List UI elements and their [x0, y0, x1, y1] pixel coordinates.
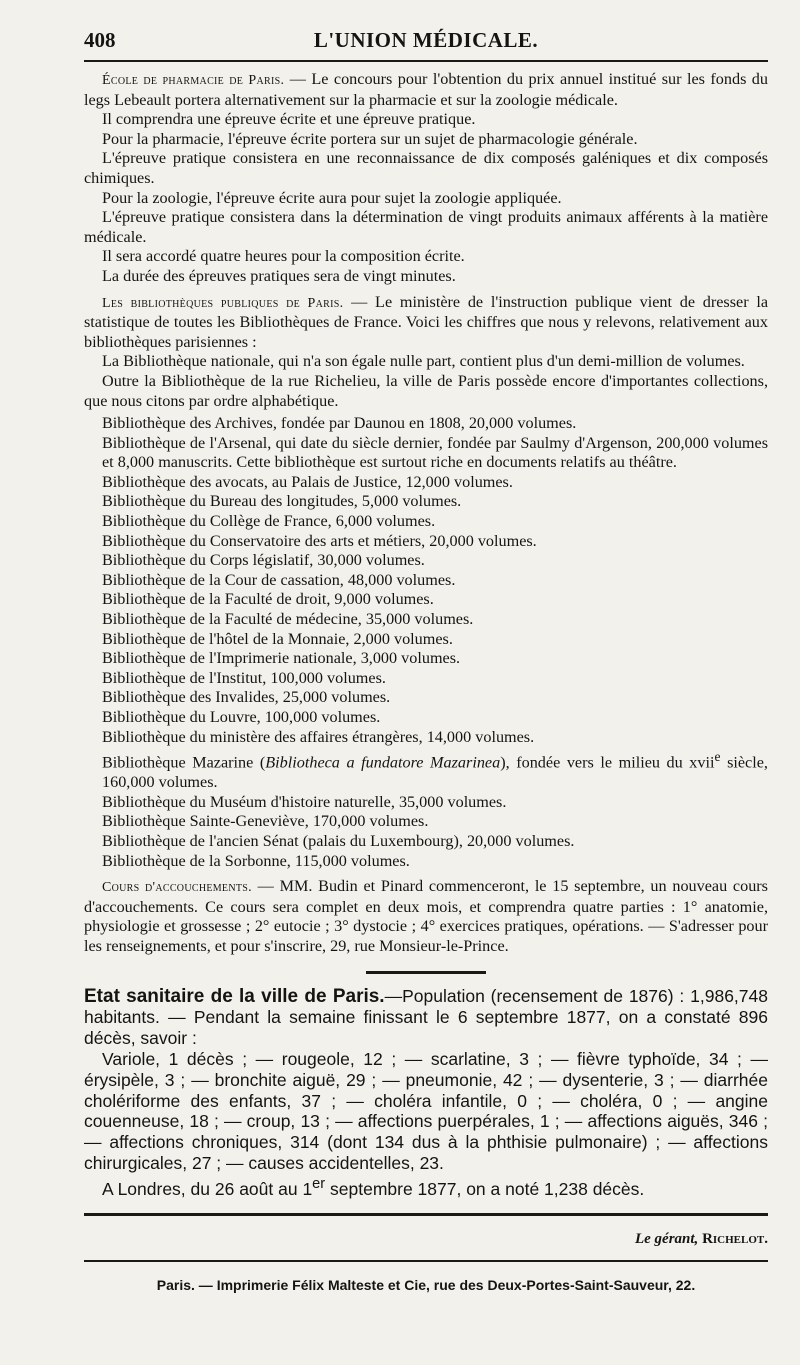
- paragraph: L'épreuve pratique consistera en une reconnaissance de dix composés galéniques et dix composés chimiques.: [84, 149, 768, 187]
- library-item: Bibliothèque de l'ancien Sénat (palais du Luxembourg), 20,000 volumes.: [102, 831, 575, 850]
- library-item: Bibliothèque du Bureau des longitudes, 5,000 volumes.: [102, 492, 462, 511]
- text-run: siècle, 160,000 volumes.: [102, 753, 768, 792]
- paragraph: L'épreuve pratique consistera dans la détermination de vingt produits animaux afférents à la matière médicale.: [84, 208, 768, 246]
- library-item: Bibliothèque de la Cour de cassation, 48,000 volumes.: [102, 570, 456, 589]
- separator-rule: [366, 971, 486, 974]
- library-item: Bibliothèque du ministère des affaires étrangères, 14,000 volumes.: [102, 727, 535, 746]
- library-item: Bibliothèque de la Faculté de médecine, 35,000 volumes.: [102, 610, 474, 629]
- signature: [84, 1230, 768, 1250]
- paragraph-text: —Population (recensement de 1876) : 1,986,748 habitants. — Pendant la semaine finissant le 6 septembre 1877, on a constaté 896 décès, savoir :: [84, 985, 768, 1049]
- library-item: Bibliothèque des Archives, fondée par Daunou en 1808, 20,000 volumes.: [102, 414, 577, 433]
- paragraph: Il comprendra une épreuve écrite et une épreuve pratique.: [102, 110, 476, 129]
- signature-name: Richelot.: [702, 1231, 768, 1248]
- paragraph: Pour la zoologie, l'épreuve écrite aura pour sujet la zoologie appliquée.: [102, 188, 562, 207]
- section-cours: [84, 877, 768, 956]
- superscript: e: [714, 749, 721, 765]
- section-heading: Etat sanitaire de la ville de Paris.: [84, 985, 385, 1007]
- library-item-mazarine: [84, 747, 768, 793]
- paragraph: [84, 293, 768, 353]
- paragraph: [84, 877, 768, 956]
- library-item: Bibliothèque des avocats, au Palais de Justice, 12,000 volumes.: [102, 472, 513, 491]
- printer-imprint: Paris. — Imprimerie Félix Malteste et Cie, rue des Deux-Portes-Saint-Sauveur, 22.: [156, 1276, 696, 1293]
- latin-name: Bibliotheca a fundatore Mazarinea: [265, 753, 501, 772]
- running-title: L'UNION MÉDICALE.: [313, 28, 539, 52]
- section-heading: Les bibliothèques publiques de Paris.: [102, 295, 344, 311]
- library-list: [84, 414, 768, 871]
- paragraph: [84, 986, 768, 1049]
- paragraph: [84, 70, 768, 110]
- library-item: Bibliothèque du Muséum d'histoire naturelle, 35,000 volumes.: [102, 792, 507, 811]
- page-header: [84, 0, 768, 62]
- library-item: Bibliothèque de la Faculté de droit, 9,000 volumes.: [102, 590, 434, 609]
- article-body: [84, 70, 768, 1296]
- library-item: Bibliothèque de l'Arsenal, qui date du siècle dernier, fondée par Saulmy d'Argenson, 200,000 volumes et 8,000 manuscrits. Cette bibliothèque est surtout riche en documents relatifs au théâtre.: [102, 433, 768, 472]
- library-item: Bibliothèque de l'hôtel de la Monnaie, 2,000 volumes.: [102, 629, 453, 648]
- paragraph: La durée des épreuves pratiques sera de vingt minutes.: [102, 266, 456, 285]
- paragraph: Pour la pharmacie, l'épreuve écrite portera sur un sujet de pharmacologie générale.: [102, 129, 638, 148]
- paragraph-text: — MM. Budin et Pinard commenceront, le 15 septembre, un nouveau cours d'accouchements. Ce cours sera complet en deux mois, et comprendra quatre parties : 1° anatomie, physiologie et grossesse ; 2° eutocie ; 3° dystocie ; 4° exercices pratiques, opérations. — S'adresser pour les renseignements, et pour s'inscrire, 29, rue Monsieur-le-Prince.: [84, 877, 768, 955]
- page-number: 408: [84, 28, 116, 52]
- superscript: er: [312, 1175, 326, 1192]
- text-run: A Londres, du 26 août au 1: [102, 1178, 313, 1199]
- footer-rule: [84, 1213, 768, 1216]
- text-run: Bibliothèque Mazarine (: [102, 753, 266, 772]
- paragraph: La Bibliothèque nationale, qui n'a son égale nulle part, contient plus d'un demi-million de volumes.: [102, 352, 745, 371]
- section-heading: École de pharmacie de Paris.: [102, 73, 285, 88]
- library-item: Bibliothèque du Corps législatif, 30,000 volumes.: [102, 551, 425, 570]
- library-item: Bibliothèque de la Sorbonne, 115,000 volumes.: [102, 851, 410, 870]
- paragraph: Outre la Bibliothèque de la rue Richelieu, la ville de Paris possède encore d'importantes collections, que nous citons par ordre alphabétique.: [84, 371, 768, 410]
- text-run: septembre 1877, on a noté 1,238 décès.: [325, 1178, 645, 1199]
- section-etat-sanitaire: [84, 986, 768, 1200]
- library-item: Bibliothèque du Collège de France, 6,000 volumes.: [102, 512, 436, 531]
- header-rule: [84, 60, 768, 62]
- library-item: Bibliothèque du Conservatoire des arts et métiers, 20,000 volumes.: [102, 531, 537, 550]
- section-bibliotheques: [84, 293, 768, 872]
- signature-label: Le gérant,: [634, 1231, 699, 1248]
- library-item: Bibliothèque Sainte-Geneviève, 170,000 volumes.: [102, 812, 429, 831]
- section-heading: Cours d'accouchements.: [102, 880, 252, 896]
- library-item: Bibliothèque de l'Imprimerie nationale, 3,000 volumes.: [102, 649, 461, 668]
- imprint-rule: [84, 1260, 768, 1262]
- paragraph: Il sera accordé quatre heures pour la composition écrite.: [102, 247, 465, 266]
- section-ecole-pharmacie: [84, 70, 768, 287]
- paragraph-text: — Le concours pour l'obtention du prix annuel institué sur les fonds du legs Lebeault portera alternativement sur la pharmacie et sur la zoologie médicale.: [84, 70, 768, 109]
- library-item: Bibliothèque du Louvre, 100,000 volumes.: [102, 708, 381, 726]
- library-item: Bibliothèque de l'Institut, 100,000 volumes.: [102, 668, 386, 687]
- paragraph: Variole, 1 décès ; — rougeole, 12 ; — scarlatine, 3 ; — fièvre typhoïde, 34 ; — érysipèle, 3 ; — bronchite aiguë, 29 ; — pneumonie, 42 ; — dysenterie, 3 ; — diarrhée cholériforme des enfants, 37 ; — choléra infantile, 0 ; — choléra, 0 ; — angine couenneuse, 18 ; — croup, 13 ; — affections puerpérales, 1 ; — affections aiguës, 346 ; — affections chroniques, 314 (dont 134 dus à la phthisie pulmonaire) ; — affections chirurgicales, 27 ; — causes accidentelles, 23.: [84, 1048, 768, 1173]
- text-run: ), fondée vers le milieu du xvii: [500, 753, 715, 772]
- library-item: Bibliothèque des Invalides, 25,000 volumes.: [102, 688, 391, 707]
- paragraph: [84, 1174, 768, 1200]
- paragraph-text: — Le ministère de l'instruction publique vient de dresser la statistique de toutes les Bibliothèques de France. Voici les chiffres que nous y relevons, relativement aux bibliothèques parisiennes :: [84, 292, 769, 351]
